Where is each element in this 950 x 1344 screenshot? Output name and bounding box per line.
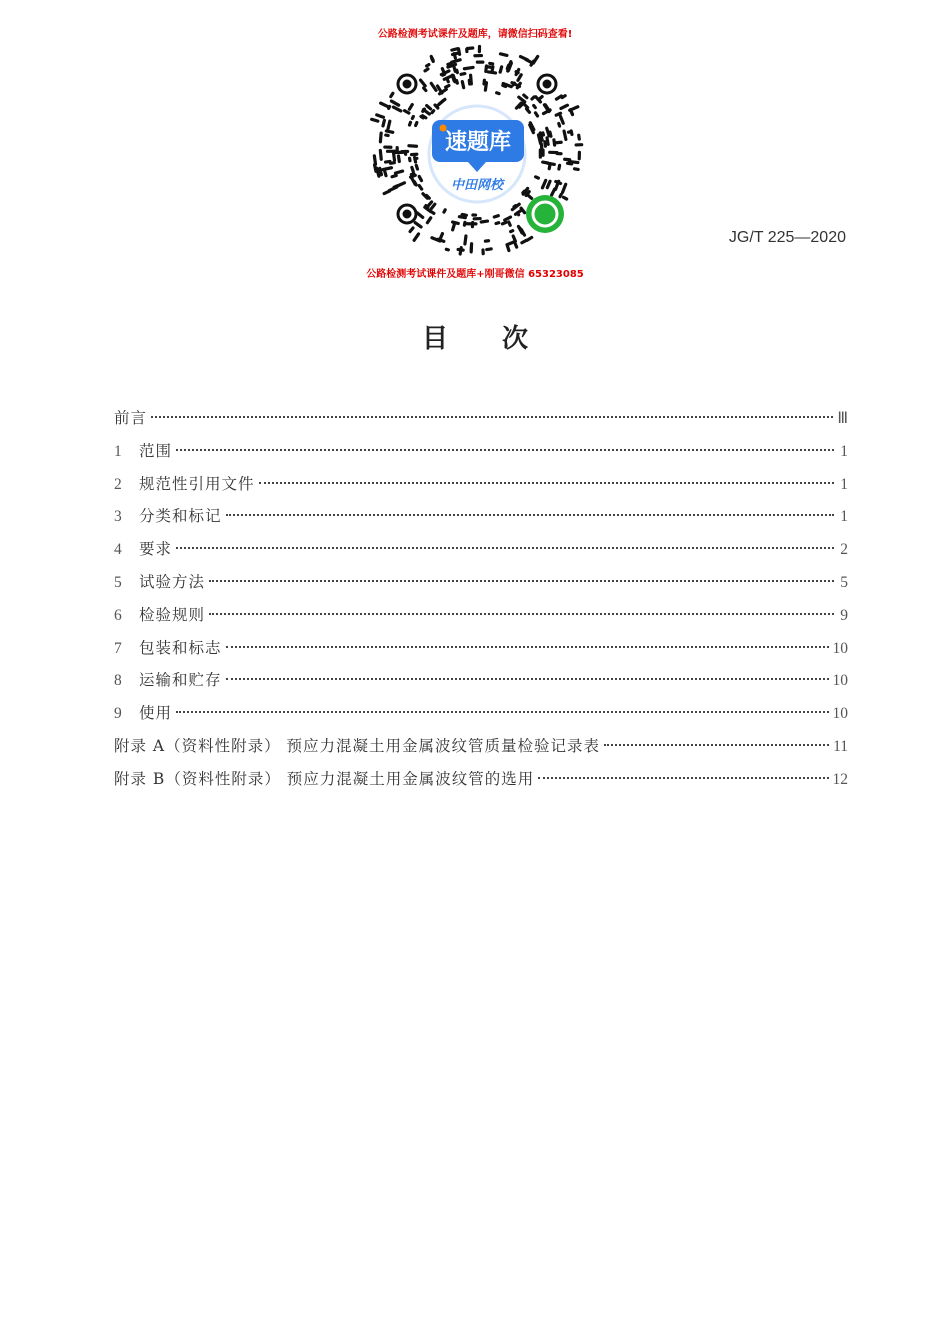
toc-entry[interactable] <box>114 504 848 537</box>
toc-entry-label: 使用 <box>139 704 173 723</box>
page-title: 目次 <box>421 324 582 354</box>
toc-entry-number: 1 <box>114 442 122 460</box>
toc-entry-label: 范围 <box>139 441 173 460</box>
toc-leader-dots <box>259 482 834 484</box>
toc-entry[interactable] <box>114 701 848 734</box>
toc-entry-page: 10 <box>832 672 848 690</box>
toc-entry-number: 6 <box>114 606 122 624</box>
toc-entry[interactable] <box>114 570 848 603</box>
toc-entry-label: 检验规则 <box>139 605 206 624</box>
toc-entry-number: 8 <box>114 672 122 690</box>
table-of-contents <box>114 406 848 800</box>
toc-leader-dots <box>151 416 833 418</box>
toc-entry-label: 要求 <box>139 540 173 559</box>
mini-program-icon <box>526 195 564 233</box>
toc-entry[interactable] <box>114 734 848 767</box>
toc-entry-label: 附录 B（资料性附录） 预应力混凝土用金属波纹管的选用 <box>114 769 535 788</box>
qr-finder-top-right <box>538 75 556 93</box>
toc-entry-number: 7 <box>114 639 122 657</box>
toc-entry-number: 9 <box>114 705 122 723</box>
toc-leader-dots <box>226 514 834 516</box>
toc-entry-number: 2 <box>114 475 122 493</box>
toc-entry-page: 1 <box>840 475 848 493</box>
toc-leader-dots <box>176 711 828 713</box>
toc-entry[interactable] <box>114 636 848 669</box>
toc-entry[interactable] <box>114 472 848 505</box>
qr-finder-bottom-left <box>398 205 416 223</box>
toc-entry[interactable] <box>114 603 848 636</box>
toc-entry[interactable] <box>114 537 848 570</box>
toc-entry-number: 4 <box>114 541 122 559</box>
toc-leader-dots <box>226 678 829 680</box>
toc-entry-page: 12 <box>832 770 848 788</box>
promo-banner-bottom: 公路检测考试课件及题库+刚哥微信 65323085 <box>366 269 584 280</box>
mini-program-qr-code[interactable] <box>370 42 585 257</box>
toc-entry-label: 试验方法 <box>139 572 206 591</box>
toc-leader-dots <box>226 646 829 648</box>
toc-leader-dots <box>604 744 829 746</box>
toc-leader-dots <box>209 580 834 582</box>
toc-leader-dots <box>538 777 828 779</box>
qr-badge-title: 速题库 <box>444 130 512 155</box>
toc-entry-page: 10 <box>832 639 848 657</box>
toc-leader-dots <box>176 449 834 451</box>
toc-entry-page: 11 <box>833 737 848 755</box>
toc-leader-dots <box>176 547 834 549</box>
qr-finder-top-left <box>398 75 416 93</box>
toc-entry-label: 包装和标志 <box>139 638 222 657</box>
toc-entry[interactable] <box>114 668 848 701</box>
toc-entry-label: 分类和标记 <box>139 507 222 526</box>
promo-banner-top: 公路检测考试课件及题库，请微信扫码查看! <box>377 29 573 40</box>
toc-entry-label: 运输和贮存 <box>139 671 222 690</box>
toc-entry-page: Ⅲ <box>837 410 848 427</box>
toc-entry-page: 9 <box>840 606 848 624</box>
toc-entry-number: 5 <box>114 573 122 591</box>
toc-entry-page: 1 <box>840 442 848 460</box>
toc-leader-dots <box>209 613 834 615</box>
toc-entry[interactable] <box>114 439 848 472</box>
toc-entry[interactable] <box>114 406 848 439</box>
standard-code: JG/T 225—2020 <box>728 229 846 246</box>
toc-entry[interactable] <box>114 767 848 800</box>
toc-entry-page: 5 <box>840 573 848 591</box>
toc-entry-page: 1 <box>840 508 848 526</box>
toc-entry-label: 前言 <box>114 409 148 427</box>
toc-entry-label: 规范性引用文件 <box>139 474 255 493</box>
qr-badge-subtitle: 中田网校 <box>450 178 504 193</box>
toc-entry-page: 2 <box>840 541 848 559</box>
toc-entry-number: 3 <box>114 508 122 526</box>
toc-entry-label: 附录 A（资料性附录） 预应力混凝土用金属波纹管质量检验记录表 <box>114 736 601 755</box>
toc-entry-page: 10 <box>832 705 848 723</box>
